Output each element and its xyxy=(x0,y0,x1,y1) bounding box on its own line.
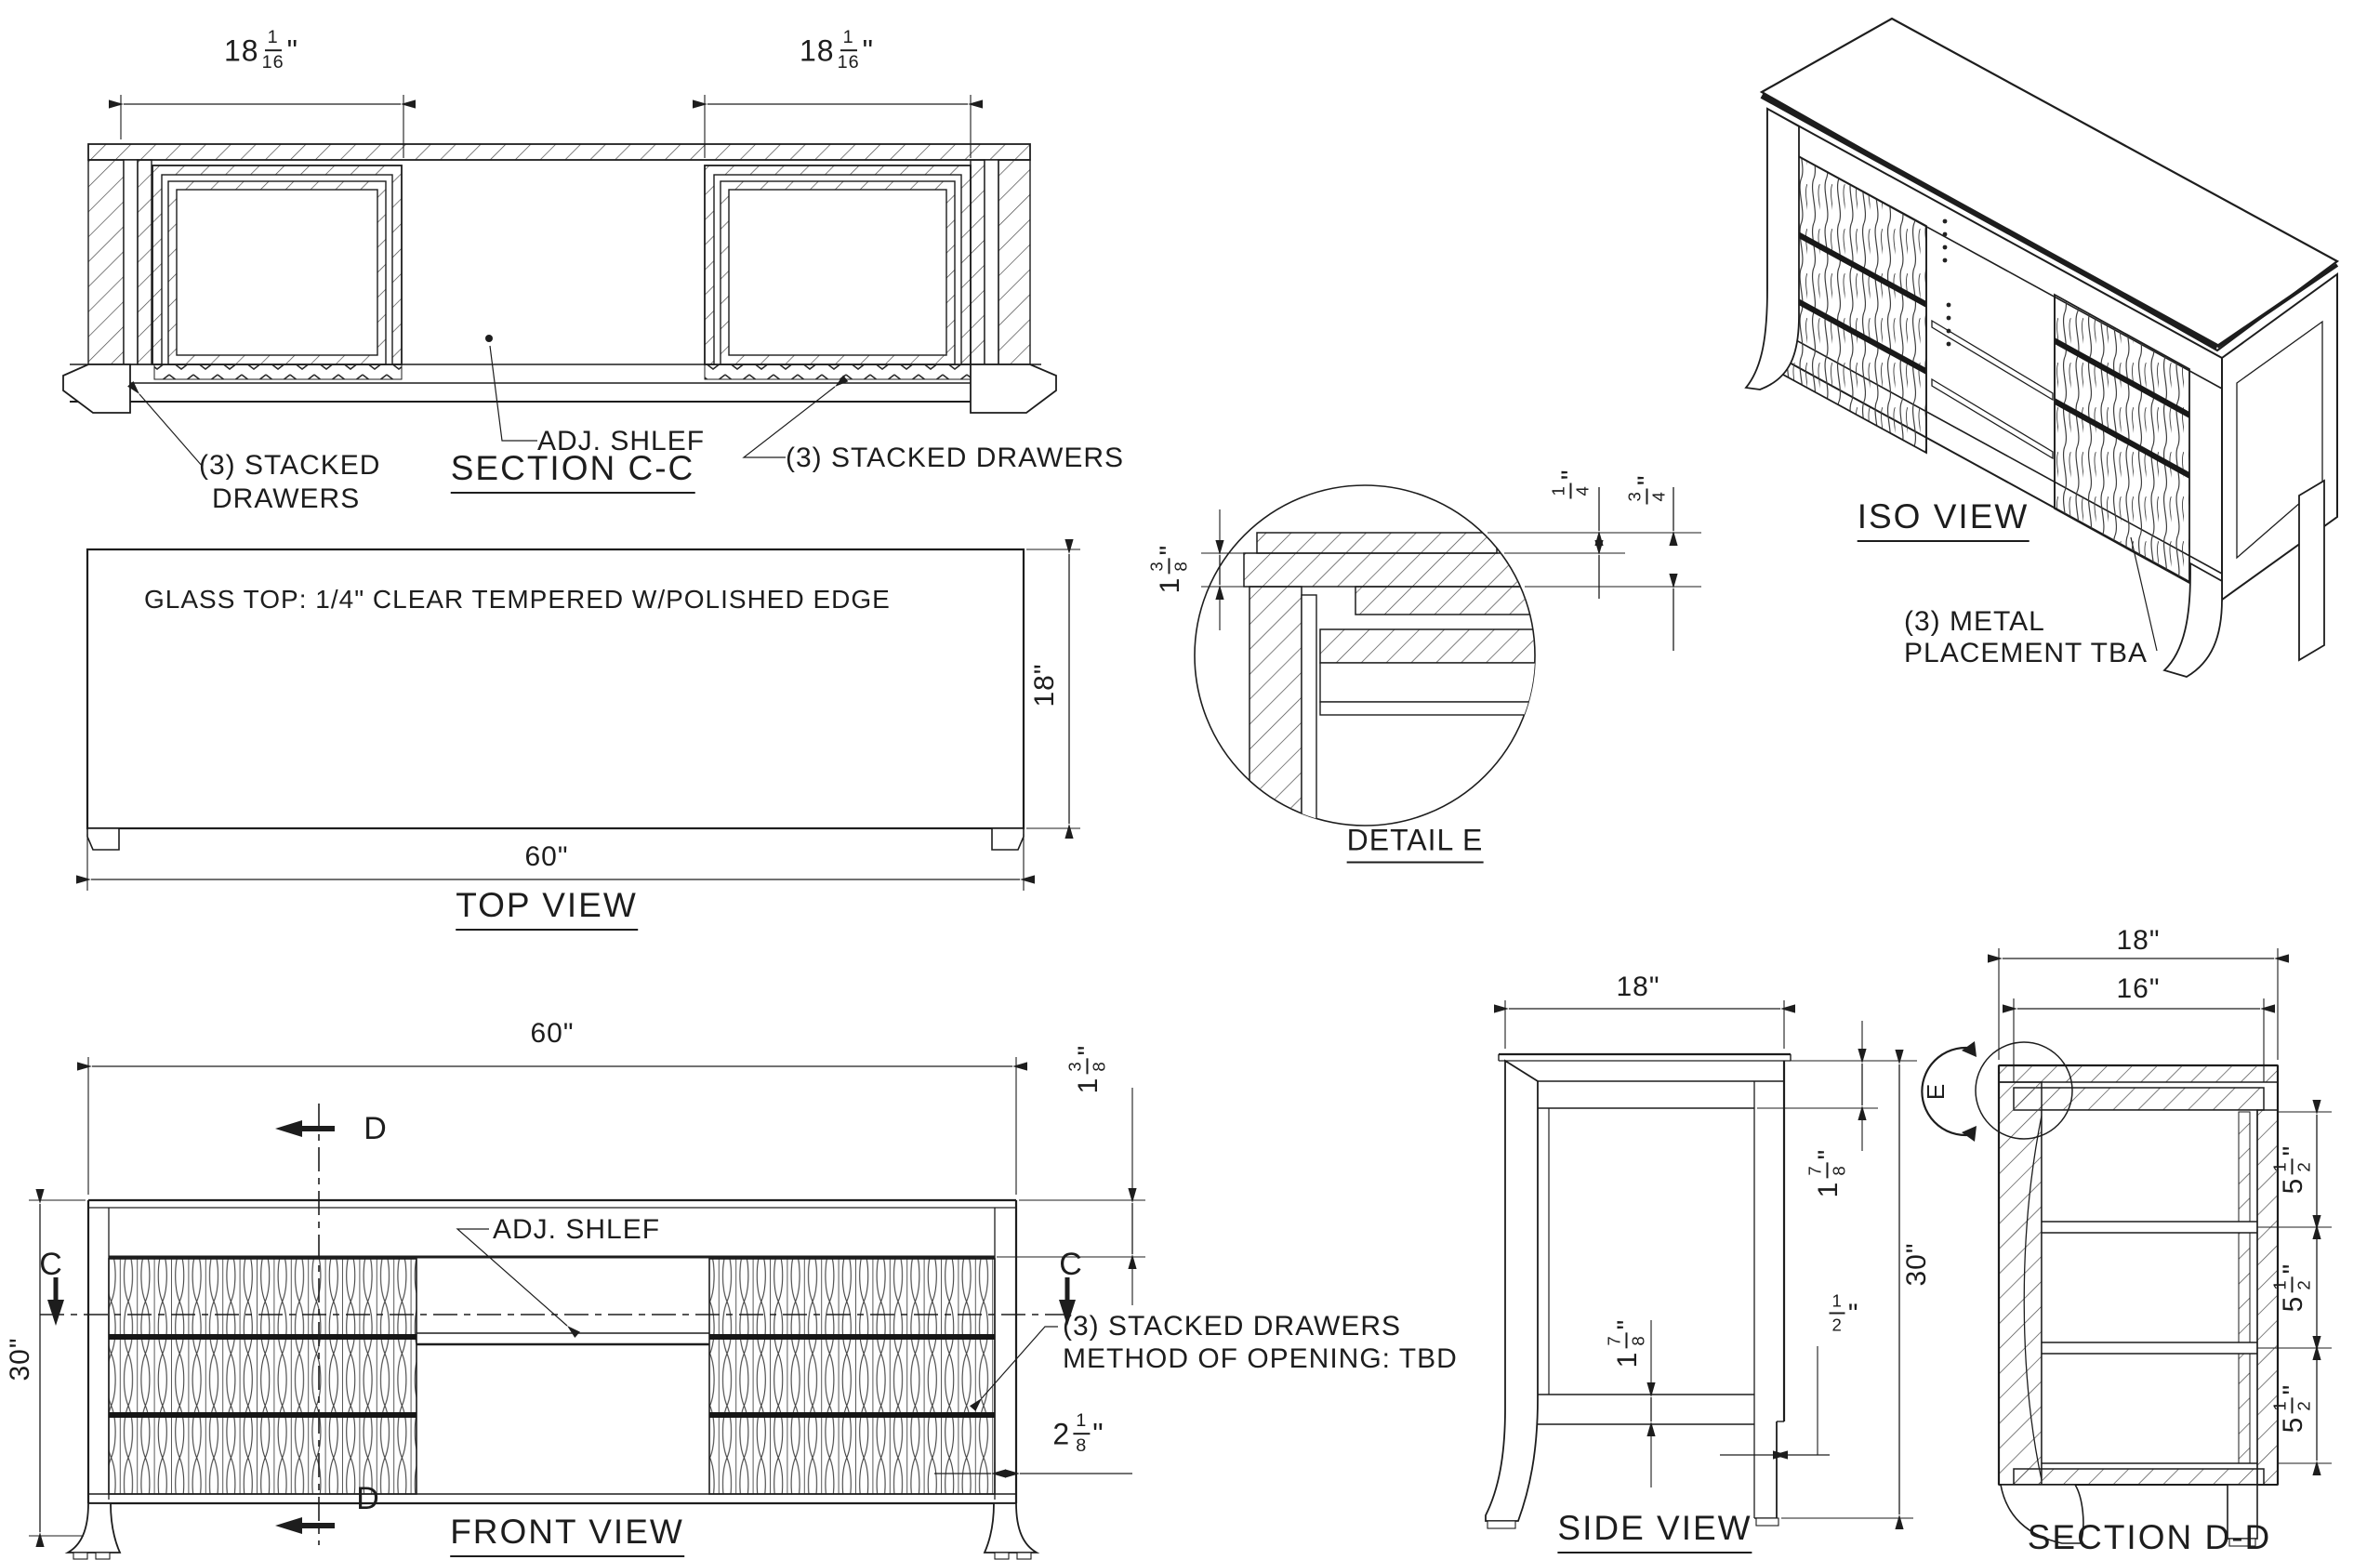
section-c-letter-left: C xyxy=(39,1247,63,1282)
dim-side-leg-inset: $\frac{1}{2}$ " xyxy=(1827,1291,1859,1339)
dim-front-height: 30" xyxy=(5,1337,35,1382)
front-view-drawing xyxy=(29,1057,1145,1559)
title-iso-view: ISO VIEW xyxy=(1858,499,2030,542)
section-dd-drawing xyxy=(1922,948,2332,1546)
title-side-view: SIDE VIEW xyxy=(1557,1511,1752,1553)
title-top-view: TOP VIEW xyxy=(456,888,638,931)
detail-e-tag: E xyxy=(1922,1082,1950,1101)
section-c-letter-right: C xyxy=(1059,1247,1083,1282)
detail-e-drawing xyxy=(1195,485,1701,830)
dim-dd-drawer-2: 5 1 2 " xyxy=(2269,1263,2313,1313)
dim-top-width: 60" xyxy=(524,841,569,872)
dim-side-top-rail: 1 7 8 " xyxy=(1805,1148,1848,1198)
label-cc-stacked-right: (3) STACKED DRAWERS xyxy=(786,443,1125,473)
dim-dd-overall: 18" xyxy=(2116,925,2161,956)
label-front-drawers-1: (3) STACKED DRAWERS xyxy=(1063,1311,1402,1342)
dim-front-width: 60" xyxy=(530,1018,575,1049)
dim-detail-total: 3 4 " xyxy=(1625,475,1673,508)
section-d-letter-top: D xyxy=(364,1111,388,1146)
label-front-drawers-2: METHOD OF OPENING: TBD xyxy=(1063,1343,1458,1374)
dim-side-bottom-rail: 1 7 8 " xyxy=(1604,1318,1647,1368)
title-section-dd: SECTION D-D xyxy=(2028,1520,2272,1560)
dim-dd-drawer-3: 5 1 2 " xyxy=(2269,1383,2313,1434)
note-glass-top: GLASS TOP: 1/4" CLEAR TEMPERED W/POLISHED EDGE xyxy=(144,585,891,614)
dim-cc-left: 18 $\frac{1}{16}$ " xyxy=(223,27,299,73)
dim-cc-right: 18 $\frac{1}{16}$ " xyxy=(799,27,875,73)
dim-dd-drawer-1: 5 1 2 " xyxy=(2269,1144,2313,1195)
dim-side-depth: 18" xyxy=(1616,972,1660,1002)
title-detail-e: DETAIL E xyxy=(1347,826,1484,864)
label-iso-metal-2: PLACEMENT TBA xyxy=(1904,638,2148,668)
dim-front-top-rail: 1 3 8 " xyxy=(1064,1044,1108,1094)
section-cc-drawing xyxy=(63,95,1056,467)
dim-detail-glass: 1 4 " xyxy=(1549,469,1596,502)
section-d-letter-bottom: D xyxy=(356,1481,380,1516)
dim-top-depth: 18" xyxy=(1029,663,1060,707)
iso-view-drawing xyxy=(1746,19,2337,677)
dim-front-leg: 2 $\frac{1}{8}$ " xyxy=(1052,1410,1104,1456)
dim-detail-thickness: 1 3 8 " xyxy=(1146,544,1190,594)
title-front-view: FRONT VIEW xyxy=(450,1514,684,1557)
label-cc-stacked-left-2: DRAWERS xyxy=(212,483,361,514)
label-front-adj-shelf: ADJ. SHLEF xyxy=(493,1214,661,1245)
title-section-cc: SECTION C-C xyxy=(451,451,695,494)
dim-side-height: 30" xyxy=(1901,1242,1932,1287)
label-cc-stacked-left-1: (3) STACKED xyxy=(199,450,381,481)
label-cc-adj-shelf: ADJ. SHLEF xyxy=(537,426,706,456)
dim-dd-inner: 16" xyxy=(2116,973,2161,1004)
side-view-drawing xyxy=(1486,1000,1917,1528)
label-iso-metal-1: (3) METAL xyxy=(1904,606,2045,637)
